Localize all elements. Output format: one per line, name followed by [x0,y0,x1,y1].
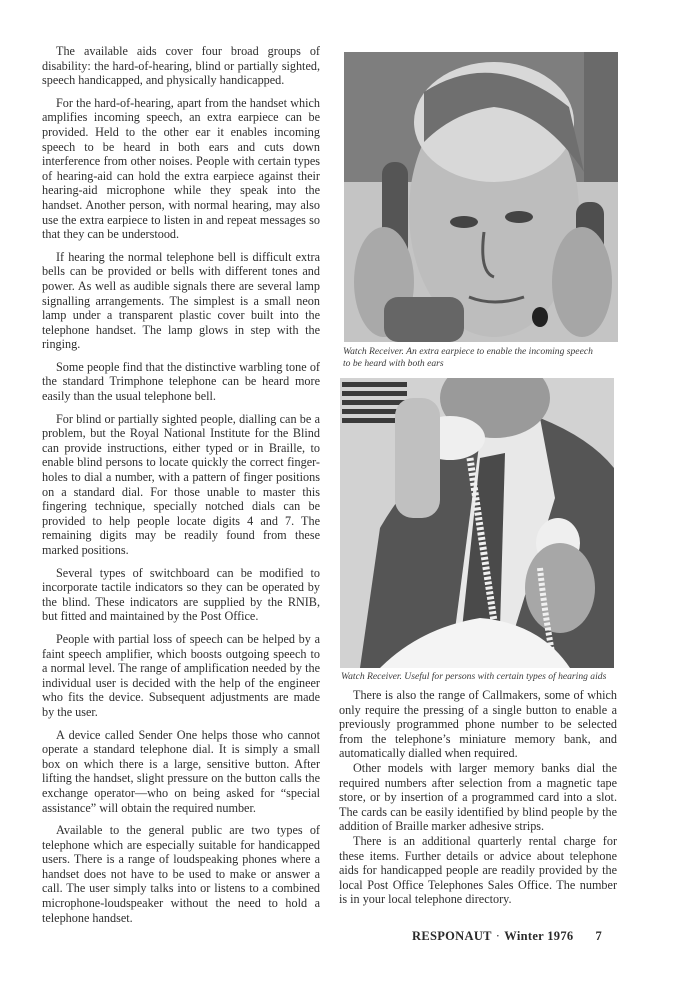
photo-watch-receiver-hearing-aid [340,378,614,668]
photo-watch-receiver-both-ears [344,52,618,342]
figure-caption: Watch Receiver. An extra earpiece to enable the incoming speech to be heard with both ears [343,346,593,369]
figure-caption: Watch Receiver. Useful for persons with certain types of hearing aids [341,671,607,682]
page-number: 7 [595,929,602,943]
paragraph: Several types of switchboard can be modified to incorporate tactile indicators so they can be operated by the blind. These indicators are supplied by the RNIB, but fitted and maintained by the Post Office. [42,565,320,624]
paragraph: For the hard-of-hearing, apart from the handset which amplifies incoming speech, an extra earpiece can be provided. Held to the other ear it enables incoming speech to be heard in both ears and cuts down interference from other noises. People with certain types of hearing-aid can hold the extra earpiece against their hearing-aid microphone while they speak into the handset. Another person, with normal hearing, may also use the extra earpiece to listen in and repeat messages so that they can be understood. [42,95,320,242]
paragraph: Available to the general public are two types of telephone which are especially suitable for handicapped users. There is a range of loudspeaking phones where a handset does not have to be used to make or answer a call. The user simply talks into or listens to a combined microphone-loudspeaker without the need to hold a telephone handset. [42,823,320,925]
paragraph: A device called Sender One helps those who cannot operate a standard telephone dial. It is simply a small box on which there is a large, sensitive button. After lifting the handset, slight pressure on the button calls the exchange operator—who on being asked for “special assistance” will obtain the required number. [42,727,320,815]
paragraph: People with partial loss of speech can be helped by a faint speech amplifier, which boosts outgoing speech to a normal level. The range of amplification needed by the individual user is decided with the help of the engineer who fits the device. Subsequent adjustments are made by the user. [42,631,320,719]
paragraph: For blind or partially sighted people, dialling can be a problem, but the Royal National Institute for the Blind can provide instructions, either typed or in Braille, to enable blind persons to locate quickly the correct finger-holes to dial a number, with a pattern of finger positions on a standard dial. For those unable to master this fingering technique, specially notched dials can be provided to help people locate digits 4 and 7. The remaining digits may be readily found from these marked positions. [42,411,320,557]
publication-name: RESPONAUT [412,929,492,943]
paragraph: There is also the range of Callmakers, some of which only require the pressing of a single button to enable a previously programmed phone number to be selected from the telephone’s miniature memory bank, and automatically dialled when required. [339,688,617,761]
page-footer [412,929,602,944]
photo-illustration [340,378,614,668]
paragraph: If hearing the normal telephone bell is difficult extra bells can be provided or bells with different tones and power. As well as audible signals there are several lamp signalling arrangements. The simplest is a small neon lamp under a transparent plastic cover built into the telephone handset. The lamp glows in step with the ringing. [42,249,320,352]
right-column-text [339,688,617,907]
paragraph: The available aids cover four broad groups of disability: the hard-of-hearing, blind or partially sighted, speech handicapped, and physically handicapped. [42,44,320,88]
left-column-text [42,44,320,933]
paragraph: There is an additional quarterly rental charge for these items. Further details or advice about telephone aids for handicapped people are readily provided by the local Post Office Telephones Sales Office. The number is in your local telephone directory. [339,833,617,907]
paragraph: Other models with larger memory banks dial the required numbers after selection from a magnetic tape store, or by insertion of a programmed card into a slot. The cards can be easily identified by blind people by the addition of Braille marker adhesive strips. [339,760,617,834]
paragraph: Some people find that the distinctive warbling tone of the standard Trimphone telephone can be heard more easily than the usual telephone bell. [42,359,320,404]
photo-illustration [344,52,618,342]
issue-date: Winter 1976 [504,929,574,943]
footer-separator: · [495,929,501,943]
